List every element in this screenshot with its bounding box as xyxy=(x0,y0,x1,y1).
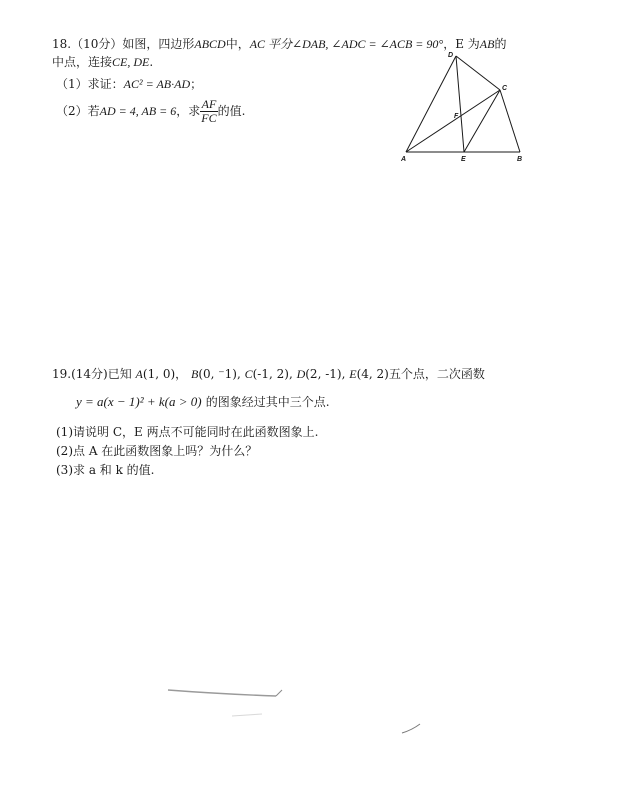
q18-segments: CE, DE xyxy=(112,55,150,69)
q18-quad-name: ABCD xyxy=(194,37,226,51)
q18-condition: AC 平分∠DAB, ∠ADC = ∠ACB = 90° xyxy=(249,37,444,51)
label-f: F xyxy=(454,113,459,120)
q18-line2: 中点，连接CE, DE. xyxy=(52,55,154,69)
q19-part1: (1)请说明 C，E 两点不可能同时在此函数图象上. xyxy=(56,425,319,439)
label-a: A xyxy=(401,156,407,163)
q19-intro: 19.(14分)已知 A(1, 0)， B(0, ⁻1), C(-1, 2), D(2, -1), E(4, 2)五个点，二次函数 xyxy=(52,367,485,381)
q19-part3: (3)求 a 和 k 的值. xyxy=(56,463,155,477)
label-b: B xyxy=(517,156,523,163)
q18-line1: 18.（10分）如图，四边形ABCD中，AC 平分∠DAB, ∠ADC = ∠ACB = 90°，E 为AB的 xyxy=(52,37,507,51)
q19-part2: (2)点 A 在此函数图象上吗？为什么？ xyxy=(56,444,258,458)
q19-function: y = a(x − 1)² + k(a > 0) 的图象经过其中三个点. xyxy=(76,394,330,409)
label-c: C xyxy=(502,85,508,92)
q18-number: 18.（10分）如图，四边形 xyxy=(52,37,195,51)
q18-ratio-fraction: $\frac{AF}{FC}$ xyxy=(201,97,217,125)
q19-number: 19.(14分)已知 xyxy=(52,367,132,381)
quadratic-function: y = a(x − 1)² + k(a > 0) xyxy=(76,394,202,409)
q18-part2: （2）若AD = 4, AB = 6，求 $\frac{AF}{FC}$ 的值. xyxy=(56,97,246,125)
label-e: E xyxy=(461,156,466,163)
q18-part1: （1）求证：AC² = AB·AD； xyxy=(56,77,203,91)
label-d: D xyxy=(448,52,454,59)
q18-part2-given: AD = 4, AB = 6 xyxy=(99,104,177,118)
q18-part1-expression: AC² = AB·AD xyxy=(123,77,191,91)
